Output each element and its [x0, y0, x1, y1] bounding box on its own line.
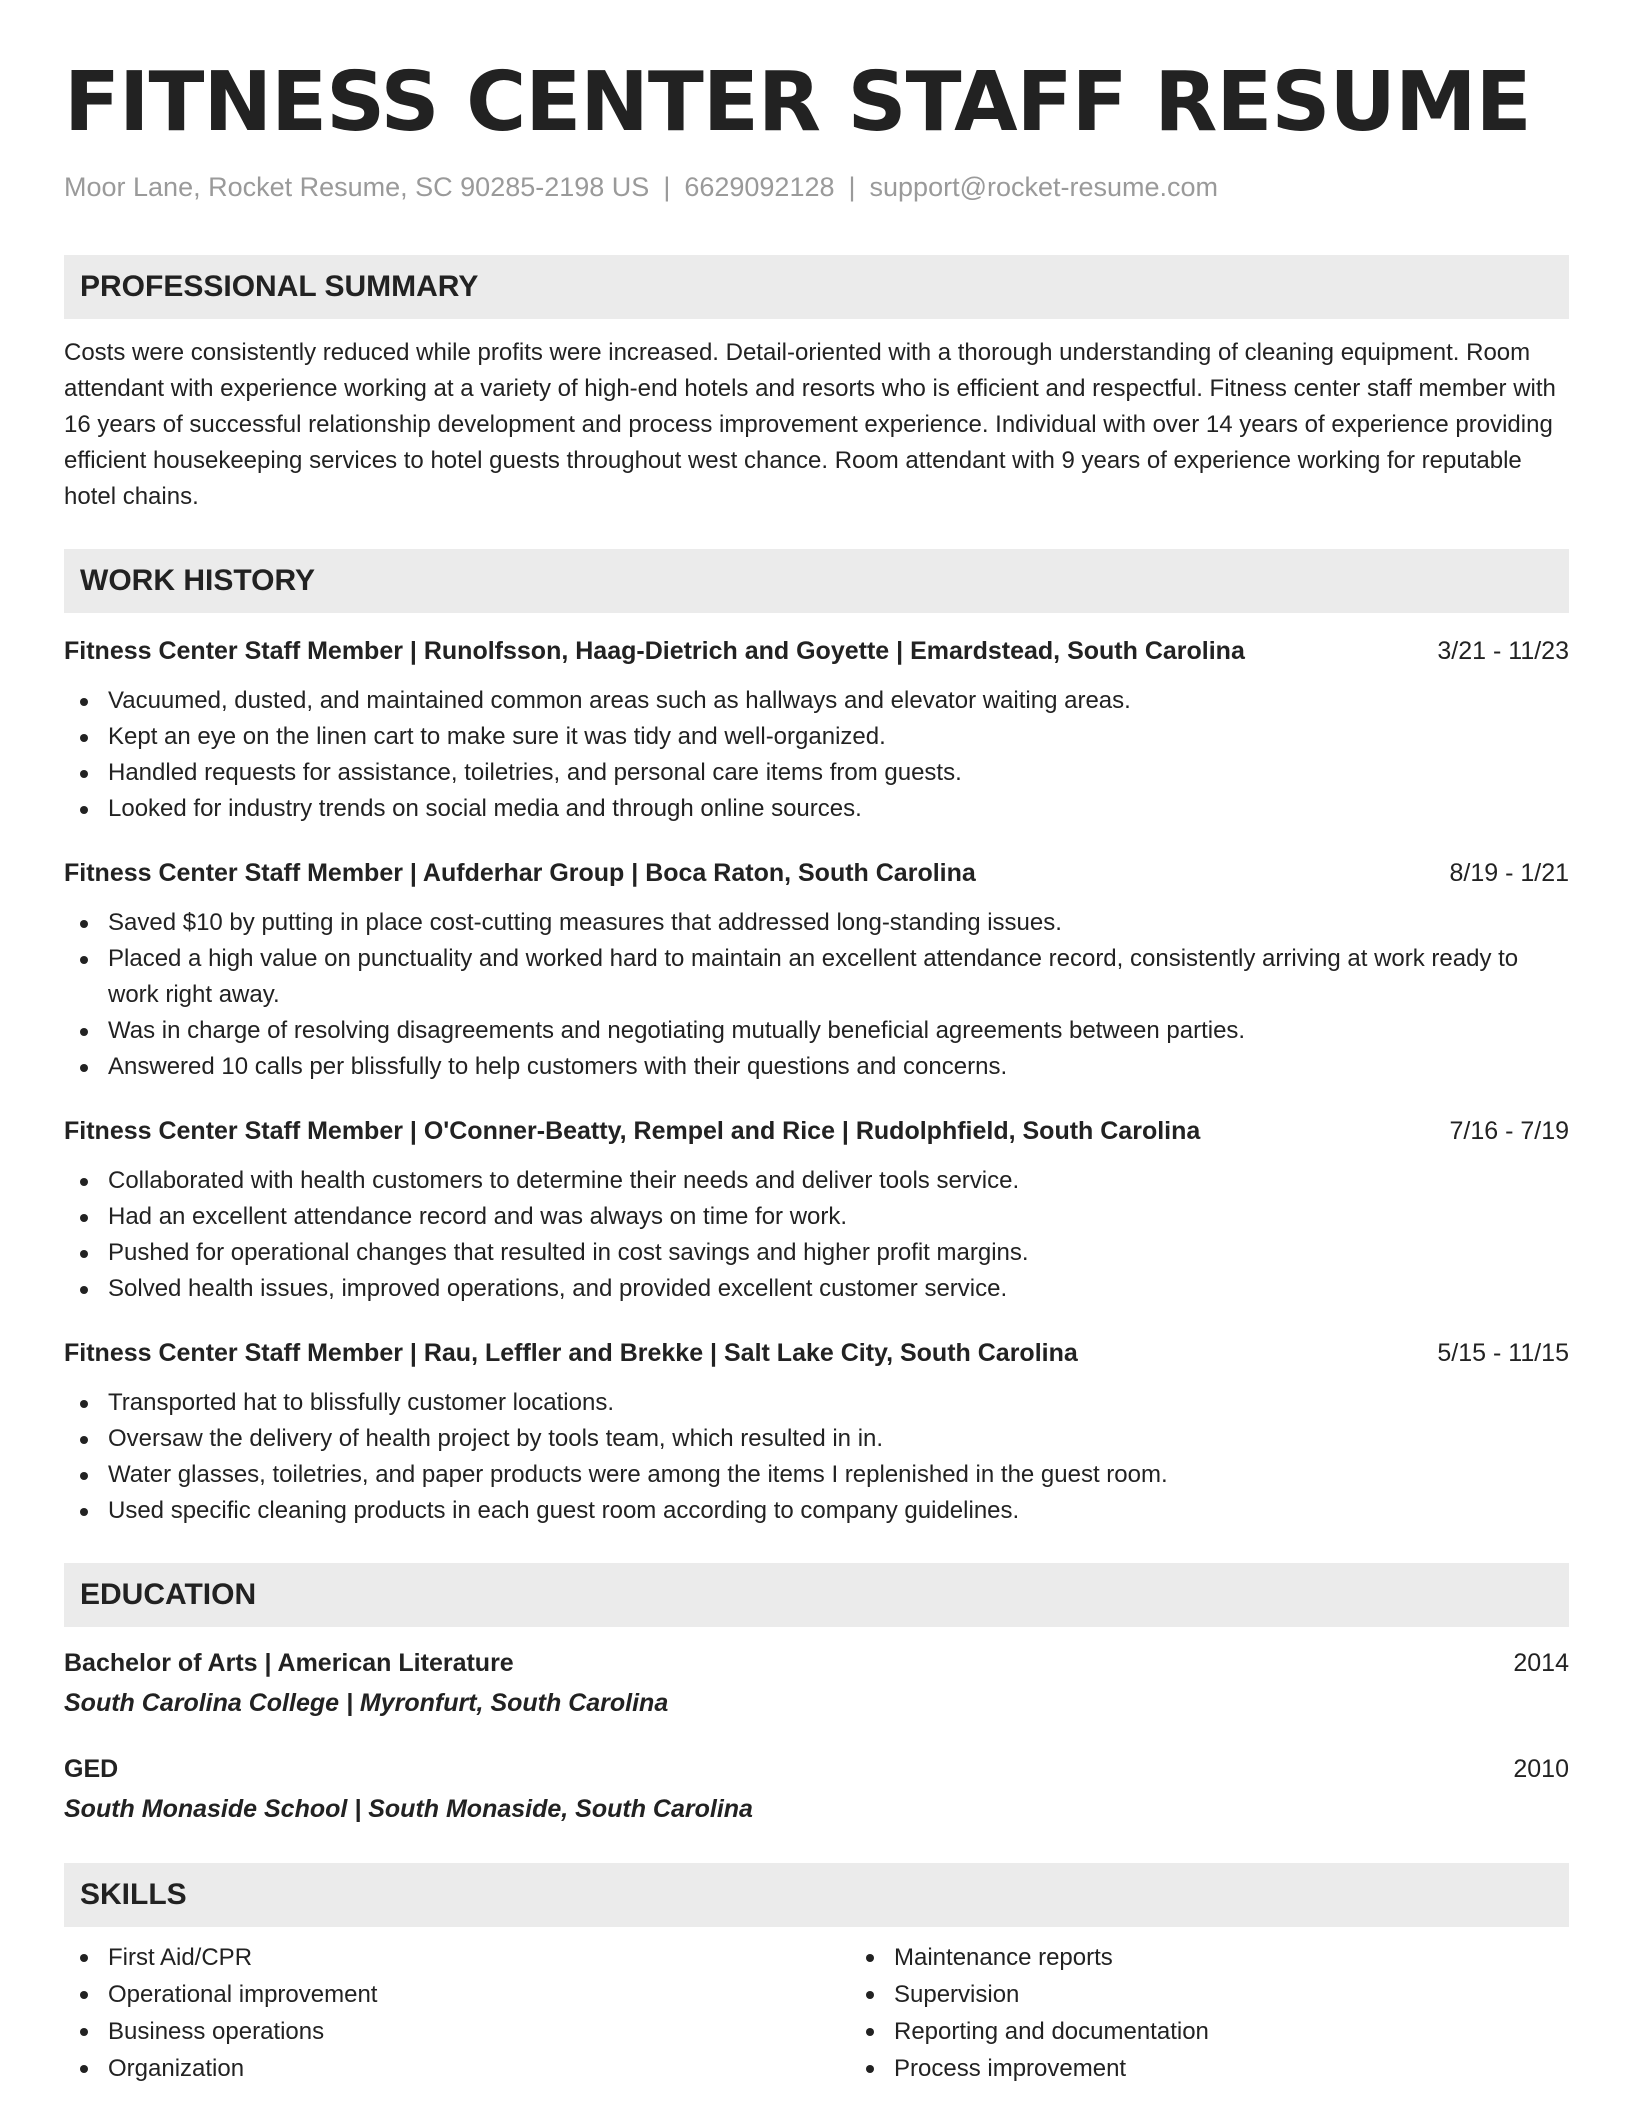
- education-header: [64, 1751, 1569, 1787]
- education-school: South Carolina College | Myronfurt, South Carolina: [64, 1689, 669, 1717]
- job-bullet: Pushed for operational changes that resulted in cost savings and higher profit margins.: [108, 1235, 1569, 1271]
- skill-item: Reporting and documentation: [894, 2013, 1632, 2050]
- section-header-skills: SKILLS: [64, 1863, 1569, 1927]
- job-bullets: [64, 905, 1569, 1085]
- skill-item: Supervision: [894, 1976, 1632, 2013]
- job-entry: [64, 633, 1569, 827]
- contact-line: [64, 172, 1569, 203]
- job-title: Fitness Center Staff Member | O'Conner-Beatty, Rempel and Rice | Rudolphfield, South Carolina: [64, 1117, 1201, 1145]
- education-degree: Bachelor of Arts | American Literature: [64, 1649, 514, 1677]
- job-entry: [64, 1113, 1569, 1307]
- education-entry: [64, 1751, 1569, 1827]
- skill-item: Process improvement: [894, 2050, 1632, 2087]
- job-entry: [64, 1335, 1569, 1529]
- job-bullet: Used specific cleaning products in each guest room according to company guidelines.: [108, 1493, 1569, 1529]
- section-header-education: EDUCATION: [64, 1563, 1569, 1627]
- skill-item: Maintenance reports: [894, 1939, 1632, 1976]
- job-dates: 7/16 - 7/19: [1449, 1117, 1569, 1145]
- skill-item: First Aid/CPR: [108, 1939, 850, 1976]
- skills-list: [64, 1939, 1569, 2087]
- job-title: Fitness Center Staff Member | Runolfsson, Haag-Dietrich and Goyette | Emardstead, South Carolina: [64, 637, 1245, 665]
- job-bullet: Collaborated with health customers to determine their needs and deliver tools service.: [108, 1163, 1569, 1199]
- summary-text: Costs were consistently reduced while profits were increased. Detail-oriented with a thorough understanding of cleaning equipment. Room attendant with experience working at a variety of high-end hotels and resorts who is efficient and respectful. Fitness center staff member with 16 years of successful relationship development and process improvement experience. Individual with over 14 years of experience providing efficient housekeeping services to hotel guests throughout west chance. Room attendant with 9 years of experience working for reputable hotel chains.: [64, 339, 1556, 510]
- job-bullet: Answered 10 calls per blissfully to help customers with their questions and concerns.: [108, 1049, 1569, 1085]
- skills-column-right: [850, 1939, 1632, 2087]
- skills-column-left: [64, 1939, 850, 2087]
- job-dates: 3/21 - 11/23: [1437, 637, 1569, 665]
- job-header: [64, 1335, 1569, 1371]
- skill-item: Operational improvement: [108, 1976, 850, 2013]
- job-bullet: Kept an eye on the linen cart to make sure it was tidy and well-organized.: [108, 719, 1569, 755]
- section-header-summary: PROFESSIONAL SUMMARY: [64, 255, 1569, 319]
- skill-item: Organization: [108, 2050, 850, 2087]
- contact-address: Moor Lane, Rocket Resume, SC 90285-2198 US: [64, 172, 650, 202]
- skill-item: Business operations: [108, 2013, 850, 2050]
- job-dates: 5/15 - 11/15: [1437, 1339, 1569, 1367]
- job-bullet: Handled requests for assistance, toiletries, and personal care items from guests.: [108, 755, 1569, 791]
- section-header-work-history: WORK HISTORY: [64, 549, 1569, 613]
- contact-separator: |: [848, 172, 856, 202]
- job-bullets: [64, 683, 1569, 827]
- job-bullet: Solved health issues, improved operations, and provided excellent customer service.: [108, 1271, 1569, 1307]
- job-bullet: Saved $10 by putting in place cost-cutting measures that addressed long-standing issues.: [108, 905, 1569, 941]
- job-bullet: Oversaw the delivery of health project by tools team, which resulted in in.: [108, 1421, 1569, 1457]
- job-entry: [64, 855, 1569, 1085]
- job-bullet: Was in charge of resolving disagreements and negotiating mutually beneficial agreements between parties.: [108, 1013, 1569, 1049]
- job-bullets: [64, 1163, 1569, 1307]
- job-header: [64, 633, 1569, 669]
- job-bullet: Placed a high value on punctuality and worked hard to maintain an excellent attendance record, consistently arriving at work ready to work right away.: [108, 941, 1569, 1013]
- job-bullets: [64, 1385, 1569, 1529]
- job-bullet: Transported hat to blissfully customer locations.: [108, 1385, 1569, 1421]
- job-title: Fitness Center Staff Member | Rau, Leffler and Brekke | Salt Lake City, South Carolina: [64, 1339, 1078, 1367]
- education-school: South Monaside School | South Monaside, South Carolina: [64, 1795, 753, 1823]
- contact-phone: 6629092128: [684, 172, 835, 202]
- contact-separator: |: [663, 172, 671, 202]
- education-entry: [64, 1645, 1569, 1721]
- education-header: [64, 1645, 1569, 1681]
- job-bullet: Water glasses, toiletries, and paper products were among the items I replenished in the guest room.: [108, 1457, 1569, 1493]
- contact-email: support@rocket-resume.com: [869, 172, 1219, 202]
- job-header: [64, 855, 1569, 891]
- resume-title: FITNESS CENTER STAFF RESUME: [64, 55, 1531, 150]
- job-header: [64, 1113, 1569, 1149]
- education-degree: GED: [64, 1755, 119, 1783]
- job-dates: 8/19 - 1/21: [1449, 859, 1569, 887]
- job-bullet: Looked for industry trends on social media and through online sources.: [108, 791, 1569, 827]
- job-bullet: Had an excellent attendance record and was always on time for work.: [108, 1199, 1569, 1235]
- job-title: Fitness Center Staff Member | Aufderhar Group | Boca Raton, South Carolina: [64, 859, 976, 887]
- education-year: 2010: [1513, 1755, 1569, 1783]
- job-bullet: Vacuumed, dusted, and maintained common areas such as hallways and elevator waiting areas.: [108, 683, 1569, 719]
- education-year: 2014: [1513, 1649, 1569, 1677]
